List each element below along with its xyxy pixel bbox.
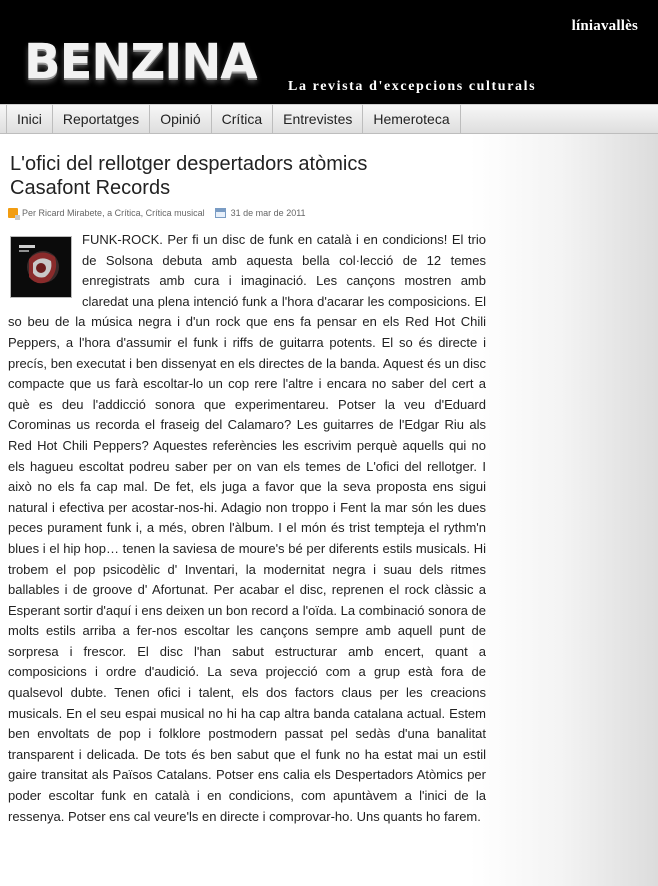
meta-prefix: Per [22, 208, 37, 218]
post-body-text: FUNK-ROCK. Per fi un disc de funk en català i en condicions! El trio de Solsona debuta amb aquesta bella col·lecció de 12 temes enregistrats amb cura i imaginació. Les cançons mostren amb claredat una plena intenció funk a l'hora d'acarar les composicions. El so beu de la música negra i d'un rock que ens fa pensar en els Red Hot Chili Peppers, a l'hora d'assumir el funk i riffs de guitarra potents. El so és directe i precís, ben executat i ben dissenyat en els directes de la banda. Aquest és un disc compacte que us farà escoltar-lo un cop rere l'altre i encara no saber del cert a què es deu l'addicció sonora que experimentareu. Potser la veu d'Eduard Corominas us recorda el fraseig del Calamaro? Les guitarres de l'Edgar Riu als Red Hot Chili Peppers? Aquestes referències les escrivim perquè aquells qui no els hagueu escoltat podreu saber per on van els temes de L'ofici del rellotger. I això no els fa cap mal. De fet, els juga a favor que la seva proposta ens sigui natural i efectiva per acostar-nos-hi. Adagio non troppo i Fent la mar són les dues peces purament funk i, a més, obren l'àlbum. I el món és trist tempteja el rythm'n blues i el hip hop… tenen la saviesa de moure's bé per diferents estils musicals. Hi trobem el pop psicodèlic d' Inventari, la modernitat negra i suau dels ritmes ballables i de groove d' Afortunat. Per acabar el disc, reprenen el rock clàssic a Esperant sortir d'aquí i ens deixen un bon record a l'oïda. La combinació sonora de molts estils arriba a fer-nos escoltar les cançons sempre amb aquell punt de sorpresa i frescor. El disc l'han sabut estructurar amb encert, quant a composicions i ordre d'audició. La seva projecció com a grup està fora de qualsevol dubte. Tenen ofici i talent, els dos factors claus per les creacions musicals. En el seu espai musical no hi ha cap altra banda catalana actual. Estem ben envoltats de pop i folklore postmodern passat pel sedàs d'una banalitat transparent i delicada. De tots és ben sabut que el funk no ha estat mai un estil gaire transitat als Països Catalans. Potser ens calia els Despertadors Atòmics per poder escoltar funk en català i en condicions, com apuntàvem a l'inici de la ressenya. Potser ens cal veure'ls en directe i comprovar-ho. Uns quants ho farem. [8, 232, 486, 824]
site-tagline: La revista d'excepcions culturals [288, 79, 537, 94]
cover-spacer [8, 230, 82, 310]
post-title[interactable]: L'ofici del rellotger despertadors atòmics Casafont Records [10, 153, 368, 199]
nav-item-hemeroteca[interactable]: Hemeroteca [363, 105, 460, 133]
post-content [8, 230, 486, 827]
author-link[interactable]: Ricard Mirabete [38, 208, 103, 218]
site-header [0, 0, 658, 104]
meta-in: , a [102, 208, 113, 218]
post-date: 31 de mar de 2011 [230, 208, 306, 218]
nav-item-entrevistes[interactable]: Entrevistes [273, 105, 363, 133]
nav-item-reportatges[interactable]: Reportatges [53, 105, 150, 133]
partner-logo-part1: línia [571, 18, 601, 34]
author-icon [8, 208, 18, 218]
nav-item-inici[interactable]: Inici [6, 105, 53, 133]
nav-item-opinio[interactable]: Opinió [150, 105, 211, 133]
site-logo[interactable] [24, 32, 257, 92]
partner-logo-link[interactable] [572, 18, 638, 35]
site-logo-text: BENZINA [24, 34, 257, 90]
calendar-icon [215, 208, 226, 218]
nav-item-critica[interactable]: Crítica [212, 105, 273, 133]
partner-logo-part2: vallès [600, 18, 638, 34]
meta-sep: , [140, 208, 144, 218]
main-nav [0, 104, 658, 134]
post-meta [8, 206, 306, 220]
category-link-critica[interactable]: Crítica [114, 208, 141, 218]
category-link-critica-musical[interactable]: Crítica musical [145, 208, 205, 218]
